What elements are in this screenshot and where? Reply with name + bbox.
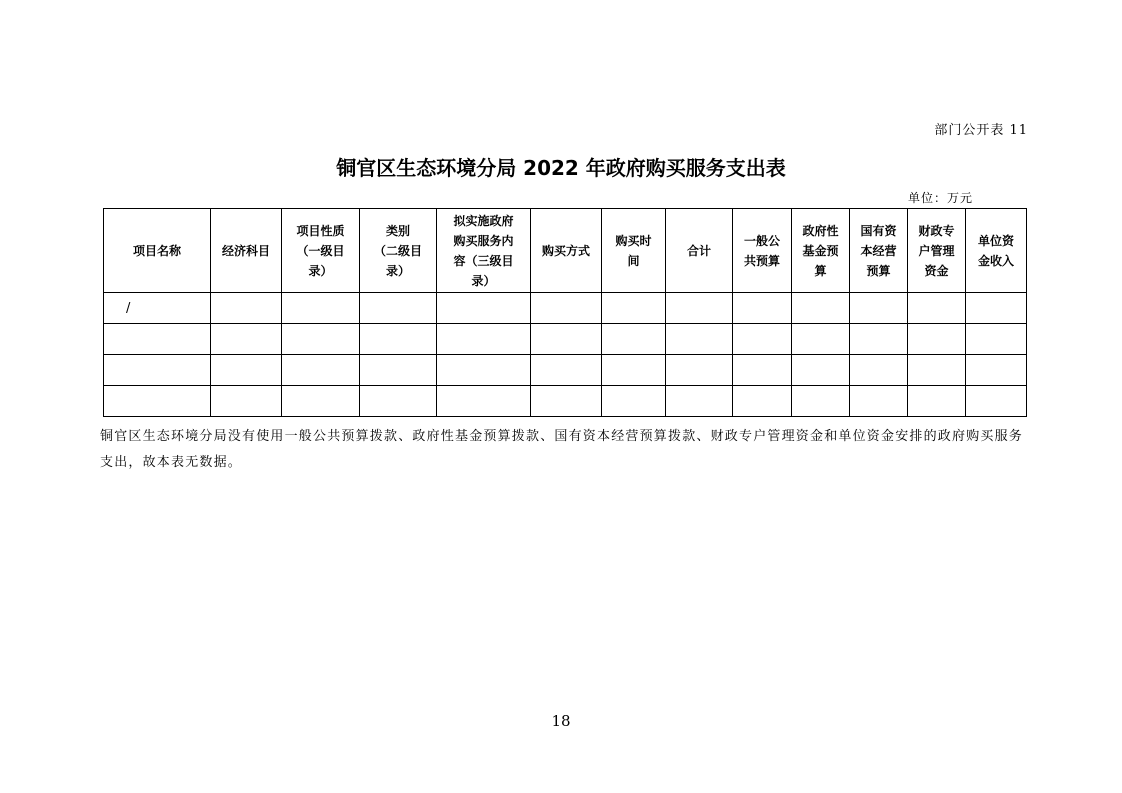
table-cell <box>437 386 531 417</box>
expenditure-table <box>103 208 1027 417</box>
table-note: 铜官区生态环境分局没有使用一般公共预算拨款、政府性基金预算拨款、国有资本经营预算拨款、财政专户管理资金和单位资金安排的政府购买服务支出，故本表无数据。 <box>100 429 1024 470</box>
table-cell <box>850 324 908 355</box>
unit-label: 单位：万元 <box>908 191 974 205</box>
header-line: 项目名称 <box>132 243 181 258</box>
header-total <box>666 209 733 293</box>
table-cell <box>531 355 602 386</box>
header-line: 算 <box>814 263 827 278</box>
table-header-row <box>104 209 1027 293</box>
table-row <box>104 324 1027 355</box>
table-cell <box>666 386 733 417</box>
table-cell <box>602 324 666 355</box>
table-cell <box>733 355 792 386</box>
header-general-budget <box>733 209 792 293</box>
table-cell <box>602 293 666 324</box>
page-number: 18 <box>551 712 571 730</box>
header-government-fund-budget <box>792 209 850 293</box>
header-line: 共预算 <box>743 253 780 268</box>
table-cell <box>531 324 602 355</box>
header-line: 单位资 <box>977 233 1014 248</box>
table-cell <box>602 386 666 417</box>
table-cell <box>850 355 908 386</box>
header-line: 录） <box>385 263 410 278</box>
header-service-content <box>437 209 531 293</box>
header-line: 容（三级目 <box>453 253 514 268</box>
header-line: 拟实施政府 <box>453 213 514 228</box>
table-cell <box>733 293 792 324</box>
header-project-name <box>104 209 211 293</box>
header-line: 购买时 <box>615 233 652 248</box>
header-line: 本经营 <box>860 243 897 258</box>
table-cell <box>211 386 282 417</box>
header-project-nature <box>282 209 360 293</box>
table-cell <box>360 386 437 417</box>
header-line: 资金 <box>924 263 949 278</box>
table-cell <box>908 386 966 417</box>
table-cell <box>211 293 282 324</box>
header-economic-category <box>211 209 282 293</box>
table-cell <box>211 355 282 386</box>
table-cell <box>908 324 966 355</box>
header-line: 购买服务内 <box>453 233 514 248</box>
header-line: 经济科目 <box>221 243 270 258</box>
table-cell <box>531 386 602 417</box>
table-cell <box>666 293 733 324</box>
header-line: 金收入 <box>977 253 1014 268</box>
table-cell <box>792 355 850 386</box>
header-purchase-method <box>531 209 602 293</box>
table-cell <box>104 355 211 386</box>
table-cell <box>360 355 437 386</box>
table-cell <box>437 293 531 324</box>
table-cell <box>282 355 360 386</box>
header-line: 录） <box>471 273 496 288</box>
table-cell <box>360 293 437 324</box>
table-cell <box>733 324 792 355</box>
header-line: 财政专 <box>918 223 955 238</box>
table-cell <box>282 293 360 324</box>
table-cell <box>437 324 531 355</box>
header-line: 基金预 <box>802 243 839 258</box>
header-line: 政府性 <box>802 223 839 238</box>
table-cell <box>666 355 733 386</box>
header-line: 购买方式 <box>541 243 590 258</box>
table-row <box>104 355 1027 386</box>
header-state-capital-budget <box>850 209 908 293</box>
header-line: 间 <box>627 253 640 268</box>
table-cell <box>211 324 282 355</box>
header-line: 预算 <box>866 263 891 278</box>
table-cell <box>908 355 966 386</box>
form-number: 部门公开表 11 <box>934 123 1028 138</box>
page-title: 铜官区生态环境分局 2022 年政府购买服务支出表 <box>336 156 786 180</box>
header-line: 国有资 <box>860 223 897 238</box>
table-cell <box>282 324 360 355</box>
table-cell <box>966 355 1027 386</box>
header-line: 一般公 <box>743 233 780 248</box>
header-line: 类别 <box>385 223 410 238</box>
table-cell <box>966 324 1027 355</box>
table-cell <box>792 324 850 355</box>
table-cell <box>666 324 733 355</box>
table-cell <box>531 293 602 324</box>
table-body <box>104 293 1027 417</box>
table-cell <box>437 355 531 386</box>
header-line: 录） <box>308 263 333 278</box>
table-cell <box>792 386 850 417</box>
table-cell <box>850 386 908 417</box>
table-cell <box>733 386 792 417</box>
header-special-account-funds <box>908 209 966 293</box>
table-cell <box>104 386 211 417</box>
table-cell <box>966 293 1027 324</box>
table-cell <box>908 293 966 324</box>
header-category <box>360 209 437 293</box>
header-line: 户管理 <box>918 243 955 258</box>
header-line: 项目性质 <box>296 223 345 238</box>
table-cell <box>850 293 908 324</box>
table-cell <box>602 355 666 386</box>
header-line: 合计 <box>686 243 711 258</box>
table-row <box>104 386 1027 417</box>
table-cell: / <box>104 293 211 324</box>
header-line: （二级目 <box>373 243 422 258</box>
table-cell <box>792 293 850 324</box>
table-cell <box>360 324 437 355</box>
header-purchase-time <box>602 209 666 293</box>
table-row <box>104 293 1027 324</box>
table-cell <box>966 386 1027 417</box>
table-cell <box>282 386 360 417</box>
table-cell <box>104 324 211 355</box>
header-unit-funds-income <box>966 209 1027 293</box>
header-line: （一级目 <box>296 243 345 258</box>
